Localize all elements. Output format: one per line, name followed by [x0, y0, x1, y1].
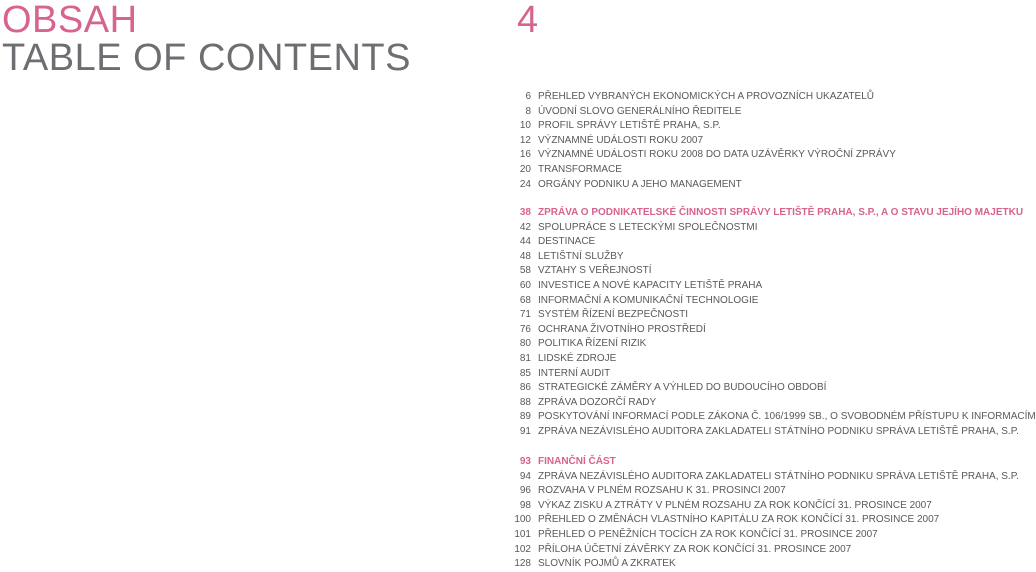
- toc-entry-label: ÚVODNÍ SLOVO GENERÁLNÍHO ŘEDITELE: [538, 105, 742, 117]
- toc-page-number: 8: [525, 105, 531, 117]
- toc-entry[interactable]: [500, 148, 960, 163]
- toc-page-number: 12: [519, 134, 531, 146]
- toc-page-number: 94: [519, 470, 531, 482]
- toc-entry[interactable]: [500, 323, 960, 338]
- toc-entry[interactable]: [500, 119, 960, 134]
- toc-entry[interactable]: [500, 557, 960, 572]
- toc-page-number: 48: [519, 250, 531, 262]
- toc-entry-label: OCHRANA ŽIVOTNÍHO PROSTŘEDÍ: [538, 323, 706, 335]
- toc-entry[interactable]: [500, 221, 960, 236]
- toc-entry[interactable]: [500, 308, 960, 323]
- toc-page-number: 76: [519, 323, 531, 335]
- toc-entry-label: INFORMAČNÍ A KOMUNIKAČNÍ TECHNOLOGIE: [538, 294, 759, 306]
- toc-entry-label: INTERNÍ AUDIT: [538, 367, 611, 379]
- page-title-en: TABLE OF CONTENTS: [2, 37, 411, 79]
- page-number: 4: [517, 0, 539, 41]
- toc-page-number: 86: [519, 382, 531, 394]
- toc-entry-label: VÝZNAMNÉ UDÁLOSTI ROKU 2007: [538, 134, 704, 146]
- toc-entry[interactable]: [500, 396, 960, 411]
- toc-page-number: 10: [519, 120, 531, 132]
- toc-entry-label: VÝKAZ ZISKU A ZTRÁTY V PLNÉM ROZSAHU ZA ROK KONČÍCÍ 31. PROSINCE 2007: [538, 499, 932, 511]
- toc-entry-label: SLOVNÍK POJMŮ A ZKRATEK: [538, 558, 676, 570]
- toc-page-number: 16: [519, 149, 531, 161]
- toc-page-number: 60: [519, 279, 531, 291]
- toc-entry-label: PŘEHLED O ZMĚNÁCH VLASTNÍHO KAPITÁLU ZA ROK KONČÍCÍ 31. PROSINCE 2007: [538, 514, 940, 526]
- toc-page-number: 101: [514, 528, 531, 540]
- toc-entry[interactable]: [500, 279, 960, 294]
- toc-page-number: 6: [525, 91, 531, 102]
- toc-entry[interactable]: [500, 410, 1036, 425]
- toc-page-number: 89: [519, 411, 531, 423]
- toc-page-number: 88: [519, 396, 531, 408]
- toc-entry[interactable]: [500, 470, 1019, 485]
- toc-entry[interactable]: [500, 264, 960, 279]
- toc-page-number: 80: [519, 338, 531, 350]
- toc-page-number: 20: [519, 163, 531, 175]
- toc-entry-label: POSKYTOVÁNÍ INFORMACÍ PODLE ZÁKONA Č. 106/1999 SB., O SVOBODNÉM PŘÍSTUPU K INFORMACÍM: [538, 411, 1036, 423]
- toc-section-heading[interactable]: [500, 455, 960, 470]
- toc-entry-label: FINANČNÍ ČÁST: [538, 456, 616, 467]
- toc-entry-label: PROFIL SPRÁVY LETIŠTĚ PRAHA, S.P.: [538, 120, 721, 132]
- toc-page-number: 68: [519, 294, 531, 306]
- toc-entry[interactable]: [500, 105, 960, 120]
- toc-entry-label: LIDSKÉ ZDROJE: [538, 352, 617, 364]
- toc-entry-label: ZPRÁVA DOZORČÍ RADY: [538, 396, 657, 408]
- toc-section-business-report: [500, 206, 1036, 440]
- toc-entry-label: PŘEHLED VYBRANÝCH EKONOMICKÝCH A PROVOZNÍCH UKAZATELŮ: [538, 91, 874, 102]
- toc-page-number: 128: [514, 558, 531, 570]
- toc-entry-label: PŘEHLED O PENĚŽNÍCH TOCÍCH ZA ROK KONČÍCÍ 31. PROSINCE 2007: [538, 528, 878, 540]
- toc-entry[interactable]: [500, 250, 960, 265]
- toc-entry-label: SYSTÉM ŘÍZENÍ BEZPEČNOSTI: [538, 309, 689, 321]
- toc-page-number: 85: [519, 367, 531, 379]
- toc-entry-label: ZPRÁVA NEZÁVISLÉHO AUDITORA ZAKLADATELI STÁTNÍHO PODNIKU SPRÁVA LETIŠTĚ PRAHA, S.P.: [538, 425, 1019, 437]
- toc-entry[interactable]: [500, 178, 960, 193]
- toc-entry[interactable]: [500, 499, 960, 514]
- toc-section-heading[interactable]: [500, 206, 1024, 221]
- toc-entry[interactable]: [500, 543, 960, 558]
- toc-entry-label: INVESTICE A NOVÉ KAPACITY LETIŠTĚ PRAHA: [538, 279, 763, 291]
- toc-entry-label: DESTINACE: [538, 236, 596, 248]
- toc-entry[interactable]: [500, 425, 1019, 440]
- toc-entry[interactable]: [500, 134, 960, 149]
- toc-entry[interactable]: [500, 381, 960, 396]
- toc-entry[interactable]: [500, 513, 960, 528]
- toc-entry[interactable]: [500, 163, 960, 178]
- toc-section-intro: [500, 90, 960, 192]
- toc-entry-label: ZPRÁVA O PODNIKATELSKÉ ČINNOSTI SPRÁVY LETIŠTĚ PRAHA, S.P., A O STAVU JEJÍHO MAJETKU: [538, 207, 1024, 218]
- toc-page-number: 93: [519, 456, 531, 467]
- toc-entry-label: LETIŠTNÍ SLUŽBY: [538, 250, 624, 262]
- toc-section-financial: [500, 455, 1019, 572]
- toc-page-number: 98: [519, 499, 531, 511]
- toc-entry-label: POLITIKA ŘÍZENÍ RIZIK: [538, 338, 647, 350]
- toc-entry-label: PŘÍLOHA ÚČETNÍ ZÁVĚRKY ZA ROK KONČÍCÍ 31. PROSINCE 2007: [538, 543, 852, 555]
- page-title-cz: OBSAH: [2, 0, 138, 41]
- toc-entry-label: ORGÁNY PODNIKU A JEHO MANAGEMENT: [538, 178, 742, 190]
- toc-page-number: 42: [519, 221, 531, 233]
- toc-page-number: 44: [519, 236, 531, 248]
- toc-entry[interactable]: [500, 484, 960, 499]
- toc-entry-label: STRATEGICKÉ ZÁMĚRY A VÝHLED DO BUDOUCÍHO OBDOBÍ: [538, 382, 827, 394]
- toc-page-number: 58: [519, 265, 531, 277]
- toc-entry-label: ZPRÁVA NEZÁVISLÉHO AUDITORA ZAKLADATELI STÁTNÍHO PODNIKU SPRÁVA LETIŠTĚ PRAHA, S.P.: [538, 470, 1019, 482]
- toc-page-number: 91: [519, 425, 531, 437]
- toc-entry[interactable]: [500, 337, 960, 352]
- toc-entry[interactable]: [500, 367, 960, 382]
- toc-entry-label: VÝZNAMNÉ UDÁLOSTI ROKU 2008 DO DATA UZÁVĚRKY VÝROČNÍ ZPRÁVY: [538, 149, 896, 161]
- toc-entry-label: TRANSFORMACE: [538, 163, 622, 175]
- toc-entry[interactable]: [500, 294, 960, 309]
- toc-entry-label: VZTAHY S VEŘEJNOSTÍ: [538, 265, 652, 277]
- toc-page-number: 24: [519, 178, 531, 190]
- toc-entry-label: ROZVAHA V PLNÉM ROZSAHU K 31. PROSINCI 2007: [538, 485, 786, 497]
- toc-page-number: 102: [514, 543, 531, 555]
- toc-entry[interactable]: [500, 235, 960, 250]
- toc-page-number: 81: [519, 352, 531, 364]
- toc-page-number: 96: [519, 485, 531, 497]
- toc-entry[interactable]: [500, 528, 960, 543]
- toc-page-number: 38: [519, 207, 531, 218]
- toc-entry[interactable]: [500, 352, 960, 367]
- toc-page-number: 100: [514, 514, 531, 526]
- toc-entry[interactable]: [500, 90, 960, 105]
- toc-page-number: 71: [519, 309, 531, 321]
- toc-entry-label: SPOLUPRÁCE S LETECKÝMI SPOLEČNOSTMI: [538, 221, 758, 233]
